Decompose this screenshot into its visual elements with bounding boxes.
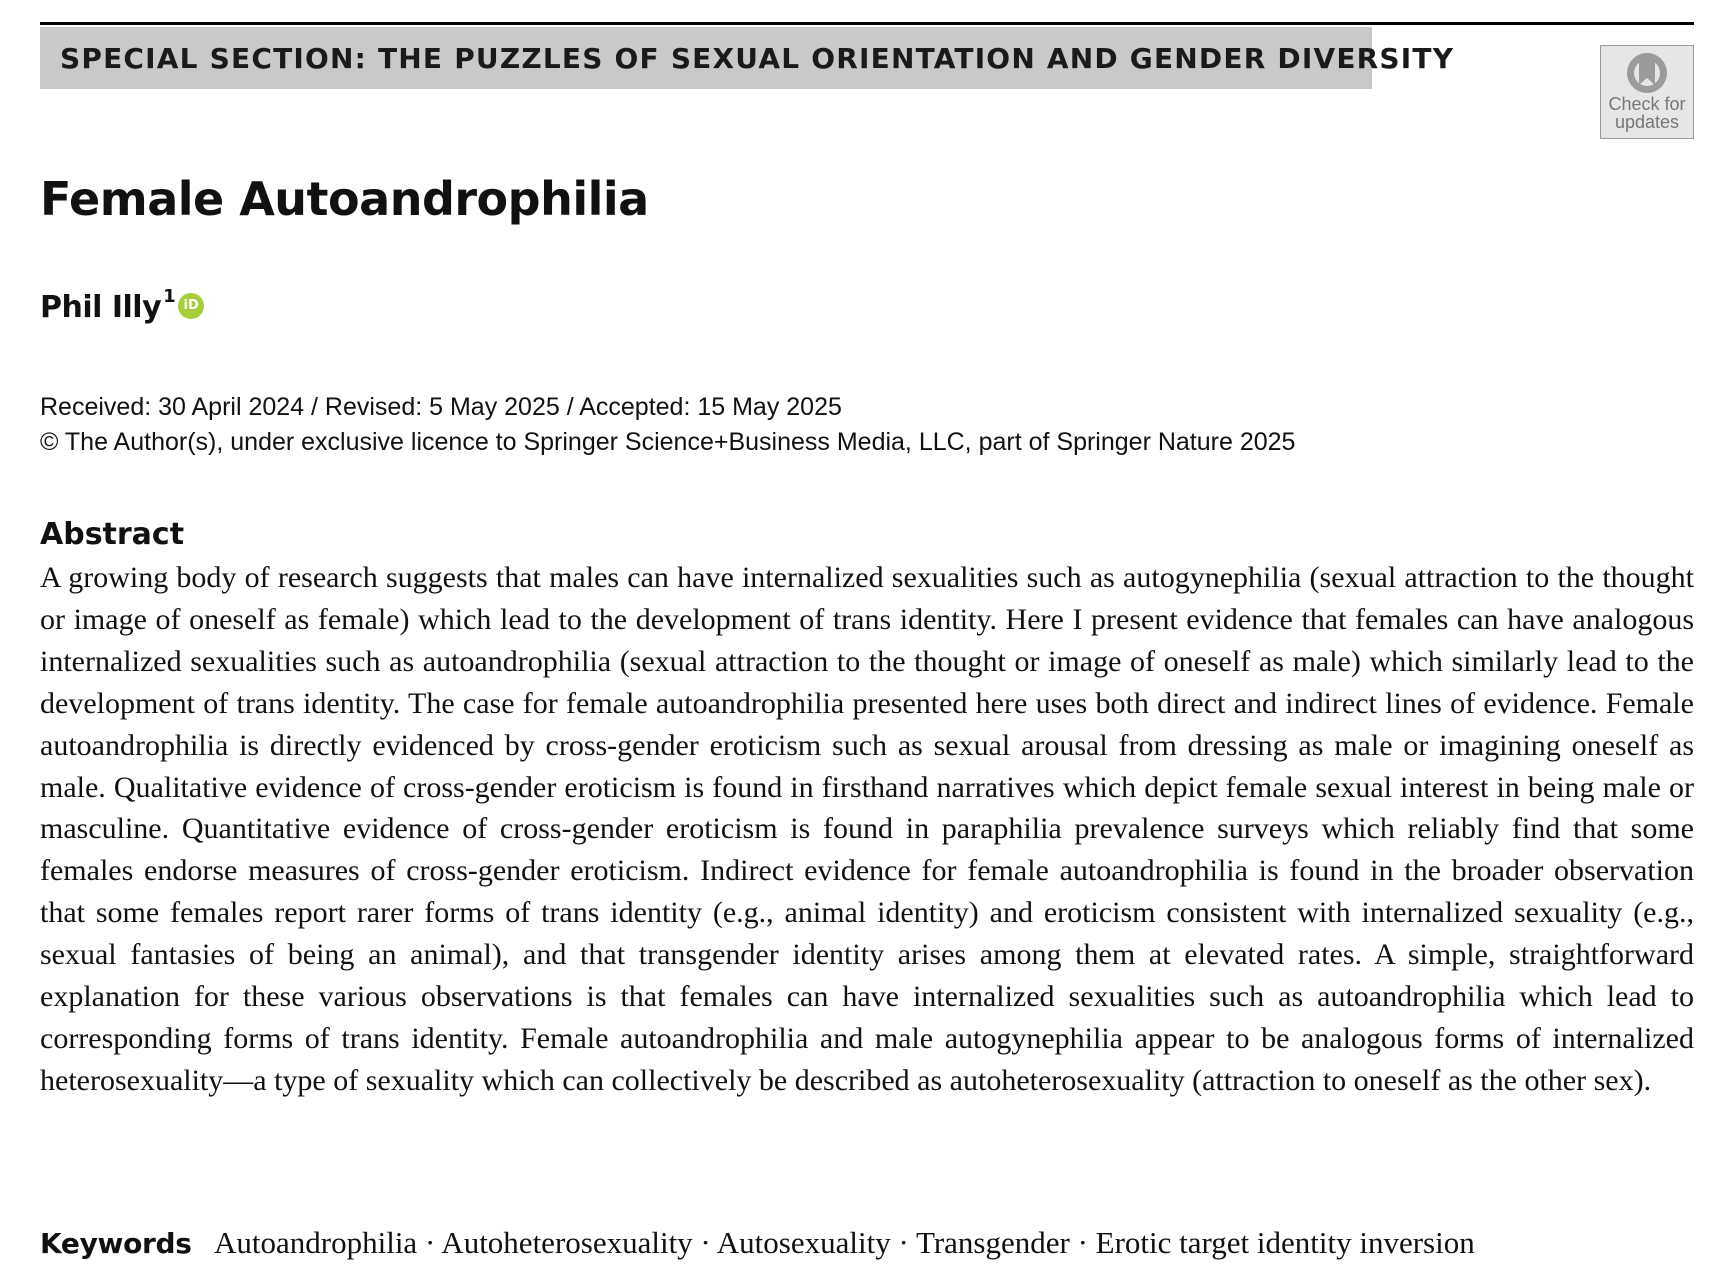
author-line bbox=[40, 286, 204, 325]
abstract-text: A growing body of research suggests that males can have internalized sexualities such as autogynephilia (sexual attraction to the thought or image of oneself as female) which lead to the development of trans identity. Here I present evidence that females can have analogous internalized sexualities such as autoandrophilia (sexual attraction to the thought or image of oneself as male) which similarly lead to the development of trans identity. The case for female autoandrophilia presented here uses both direct and indirect lines of evidence. Female autoandrophilia is directly evidenced by cross-gender eroticism such as sexual arousal from dressing as male or imagining oneself as male. Qualitative evidence of cross-gender eroticism is found in firsthand narratives which depict female sexual interest in being male or masculine. Quantitative evidence of cross-gender eroticism is found in paraphilia prevalence surveys which reliably find that some females endorse measures of cross-gender eroticism. Indirect evidence for female autoandrophilia is found in the broader observation that some females report rarer forms of trans identity (e.g., animal identity) and eroticism consistent with internalized sexuality (e.g., sexual fantasies of being an animal), and that transgender identity arises among them at elevated rates. A simple, straightforward explanation for these various observations is that females can have internalized sexualities such as autoandrophilia which lead to corresponding forms of trans identity. Female autoandrophilia and male autogynephilia appear to be analogous forms of internalized heterosexuality—a type of sexuality which can collectively be described as autoheterosexuality (attraction to oneself as the other sex). bbox=[40, 561, 1694, 1097]
check-for-updates-badge[interactable] bbox=[1600, 45, 1694, 139]
check-for-updates-line1: Check for bbox=[1608, 94, 1686, 114]
section-label: SPECIAL SECTION: THE PUZZLES OF SEXUAL ORIENTATION AND GENDER DIVERSITY bbox=[60, 41, 1455, 75]
article-history bbox=[40, 390, 1295, 460]
crossmark-icon bbox=[1622, 51, 1672, 95]
abstract-heading: Abstract bbox=[40, 517, 185, 552]
keywords-label: Keywords bbox=[40, 1227, 192, 1260]
check-for-updates-line2: updates bbox=[1614, 112, 1680, 132]
affiliation-mark: 1 bbox=[163, 286, 176, 307]
history-dates: Received: 30 April 2024 / Revised: 5 May 2025 / Accepted: 15 May 2025 bbox=[40, 393, 842, 421]
keywords-list: Autoandrophilia · Autoheterosexuality · Autosexuality · Transgender · Erotic target identity inversion bbox=[214, 1225, 1475, 1260]
orcid-icon[interactable]: iD bbox=[178, 293, 204, 319]
section-banner bbox=[40, 27, 1455, 89]
keywords-line bbox=[40, 1225, 1475, 1261]
copyright-line: © The Author(s), under exclusive licence to Springer Science+Business Media, LLC, part of Springer Nature 2025 bbox=[40, 428, 1296, 456]
author-name[interactable]: Phil Illy bbox=[40, 290, 162, 325]
top-rule bbox=[40, 22, 1694, 25]
article-title: Female Autoandrophilia bbox=[40, 172, 649, 226]
